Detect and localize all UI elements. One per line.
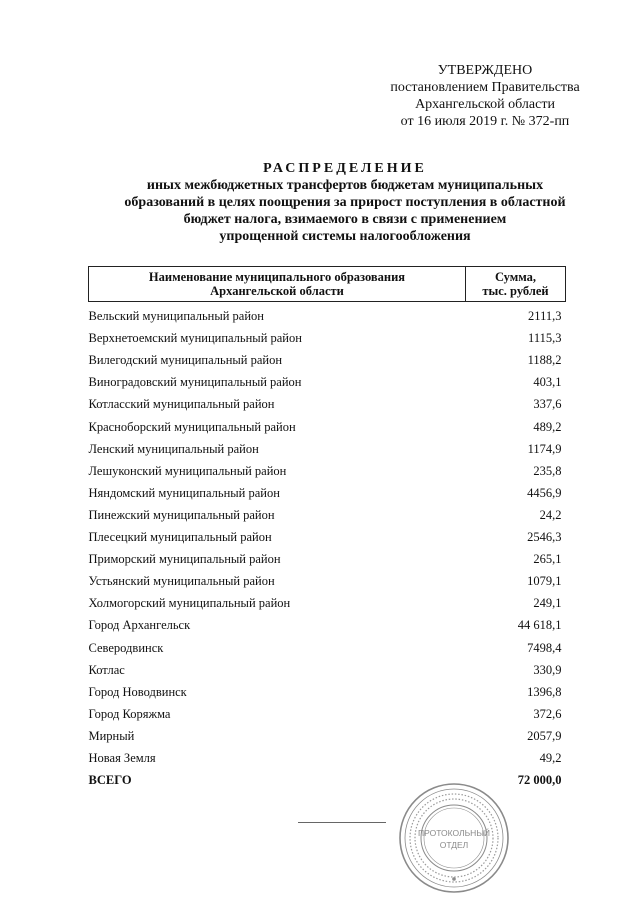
approval-line-date: от 16 июля 2019 г. № 372-пп [400, 114, 570, 129]
municipality-name: Вилегодский муниципальный район [88, 353, 283, 368]
transfer-amount: 4456,9 [527, 485, 562, 500]
transfer-amount: 44 618,1 [517, 618, 562, 633]
table-row [89, 589, 566, 611]
table-row [89, 390, 566, 412]
table-row [89, 457, 566, 479]
transfer-amount: 235,8 [533, 463, 562, 478]
table-row [89, 523, 566, 545]
column-header-sum [466, 267, 566, 302]
municipality-name: Холмогорский муниципальный район [88, 596, 291, 611]
table-row [89, 611, 566, 633]
table-row [89, 368, 566, 390]
table-row [89, 302, 566, 325]
approval-title: УТВЕРЖДЕНО [437, 63, 533, 78]
municipality-name: Виноградовский муниципальный район [88, 375, 302, 390]
transfer-amount: 1115,3 [528, 331, 562, 346]
distribution-table [88, 266, 566, 788]
transfer-amount: 1174,9 [527, 441, 562, 456]
table-row [89, 700, 566, 722]
municipality-name: Город Новодвинск [88, 684, 187, 699]
approval-line-region: Архангельской области [415, 97, 555, 112]
document-subtitle-line: упрощенной системы налогообложения [219, 229, 471, 244]
transfer-amount: 489,2 [533, 419, 562, 434]
document-subtitle-line: иных межбюджетных трансфертов бюджетам муниципальных [146, 178, 544, 193]
official-seal [398, 782, 510, 894]
transfer-amount: 2111,3 [528, 309, 562, 324]
municipality-name: Пинежский муниципальный район [88, 507, 275, 522]
municipality-name: Новая Земля [88, 750, 156, 765]
document-subtitle-line: бюджет налога, взимаемого в связи с применением [183, 212, 507, 227]
municipality-name: Котлас [88, 662, 125, 677]
municipality-name: Плесецкий муниципальный район [88, 530, 272, 545]
document-title: РАСПРЕДЕЛЕНИЕ [263, 161, 427, 176]
municipality-name: Приморский муниципальный район [88, 552, 281, 567]
municipality-name: Лешуконский муниципальный район [88, 463, 287, 478]
transfer-amount: 330,9 [533, 662, 562, 677]
table-row [89, 479, 566, 501]
seal-text-line: ОТДЕЛ [439, 840, 469, 850]
municipality-name: Вельский муниципальный район [88, 309, 264, 324]
total-label: ВСЕГО [88, 773, 132, 788]
table-row [89, 744, 566, 766]
table-row [89, 346, 566, 368]
transfer-amount: 1079,1 [527, 574, 562, 589]
approval-line-decree: постановлением Правительства [390, 80, 580, 95]
table-row [89, 435, 566, 457]
municipality-name: Няндомский муниципальный район [88, 485, 280, 500]
seal-text-line: ПРОТОКОЛЬНЫЙ [418, 828, 490, 838]
table-row [89, 633, 566, 655]
transfer-amount: 403,1 [533, 375, 562, 390]
transfer-amount: 249,1 [533, 596, 562, 611]
municipality-name: Северодвинск [88, 640, 164, 655]
column-header-name-line: Архангельской области [210, 284, 344, 298]
municipality-name: Мирный [88, 728, 135, 743]
table-row [89, 678, 566, 700]
transfer-amount: 49,2 [539, 750, 562, 765]
table-body [89, 302, 566, 766]
table-row [89, 722, 566, 744]
municipality-name: Красноборский муниципальный район [88, 419, 296, 434]
document-heading [80, 160, 610, 245]
table-row [89, 545, 566, 567]
transfer-amount: 24,2 [539, 507, 562, 522]
table-row [89, 501, 566, 523]
municipality-name: Город Архангельск [88, 618, 191, 633]
transfer-amount: 337,6 [533, 397, 562, 412]
municipality-name: Котласский муниципальный район [88, 397, 275, 412]
transfer-amount: 7498,4 [527, 640, 562, 655]
column-header-name-line: Наименование муниципального образования [148, 270, 406, 284]
municipality-name: Устьянский муниципальный район [88, 574, 275, 589]
total-amount: 72 000,0 [517, 773, 562, 788]
municipality-name: Город Коряжма [88, 706, 171, 721]
transfer-amount: 2546,3 [527, 530, 562, 545]
signature-line [298, 822, 386, 823]
table-row [89, 412, 566, 434]
table-row [89, 567, 566, 589]
transfer-amount: 265,1 [533, 552, 562, 567]
table-row [89, 324, 566, 346]
approval-block [360, 62, 610, 130]
document-subtitle-line: образований в целях поощрения за прирост поступления в областной [124, 195, 566, 210]
column-header-sum-line: Сумма, [494, 270, 537, 284]
municipality-name: Ленский муниципальный район [88, 441, 259, 456]
transfer-amount: 2057,9 [527, 728, 562, 743]
municipality-name: Верхнетоемский муниципальный район [88, 331, 302, 346]
column-header-sum-line: тыс. рублей [482, 284, 549, 298]
table-header-row [89, 267, 566, 302]
column-header-name [89, 267, 466, 302]
transfer-amount: 372,6 [533, 706, 562, 721]
table-row [89, 656, 566, 678]
transfer-amount: 1396,8 [527, 684, 562, 699]
transfer-amount: 1188,2 [527, 353, 562, 368]
